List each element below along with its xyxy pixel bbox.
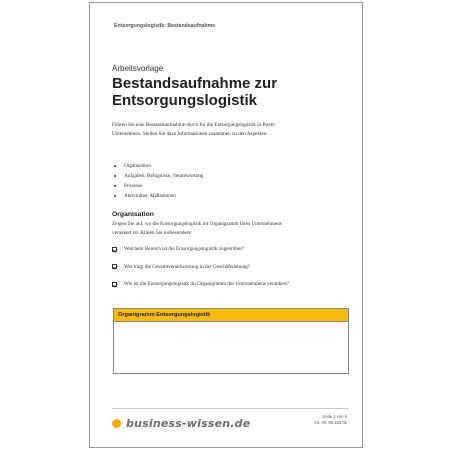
checkbox-icon [112, 282, 117, 287]
running-header: Entsorgungslogistik: Bestandsaufnahme [114, 23, 216, 29]
list-item: Aktivitäten, Maßnahmen [114, 191, 203, 201]
list-item: Prozesse [114, 181, 203, 191]
intro-paragraph: Führen Sie eine Bestandsaufnahme durch für die Entsorgungslogistik in Ihrem Unternehmen. Stellen Sie dazu Informationen zusammen zu den Aspekten: [112, 122, 275, 137]
document-page [89, 2, 363, 448]
footer-divider [112, 408, 348, 409]
question-item [112, 263, 342, 272]
question-text: Welchem Bereich ist die Entsorgungslogistik zugeordnet? [124, 246, 245, 252]
list-item: Organisation [114, 161, 203, 171]
page-number: Seite 1 von 6 [322, 414, 347, 419]
logo-text: business-wissen.de [126, 417, 251, 430]
title-line-1: Bestandsaufnahme zur [112, 75, 278, 92]
section-paragraph: Zeigen Sie auf, wo die Entsorgungslogistik im Organigramm Ihres Unternehmens verankert ist. Klären Sie insbesondere: [112, 221, 282, 236]
section-heading: Organisation [112, 211, 154, 218]
question-list [112, 245, 342, 289]
list-item: Aufgaben, Befugnisse, Verantwortung [114, 171, 203, 181]
checkbox-icon [112, 247, 117, 252]
document-title [112, 75, 352, 109]
org-chart-box-title: Organigramm Entsorgungslogistik [114, 309, 348, 322]
article-number: Art.-Nr. 99.183.02 [313, 420, 347, 425]
aspect-list [114, 161, 203, 201]
title-line-2: Entsorgungslogistik [112, 92, 258, 109]
question-item [112, 245, 342, 254]
brand-logo [112, 417, 250, 430]
document-kicker: Arbeitsvorlage [112, 64, 164, 73]
question-item [112, 280, 342, 289]
org-chart-box[interactable] [113, 308, 349, 374]
question-text: Wie ist die Entsorgungslogistik im Organigramm des Unternehmens verankert? [124, 281, 289, 287]
page-info [314, 414, 347, 426]
logo-dot-icon [112, 419, 121, 428]
checkbox-icon [112, 264, 117, 269]
question-text: Wer trägt die Gesamtverantwortung in der Geschäftsleitung? [124, 263, 251, 270]
